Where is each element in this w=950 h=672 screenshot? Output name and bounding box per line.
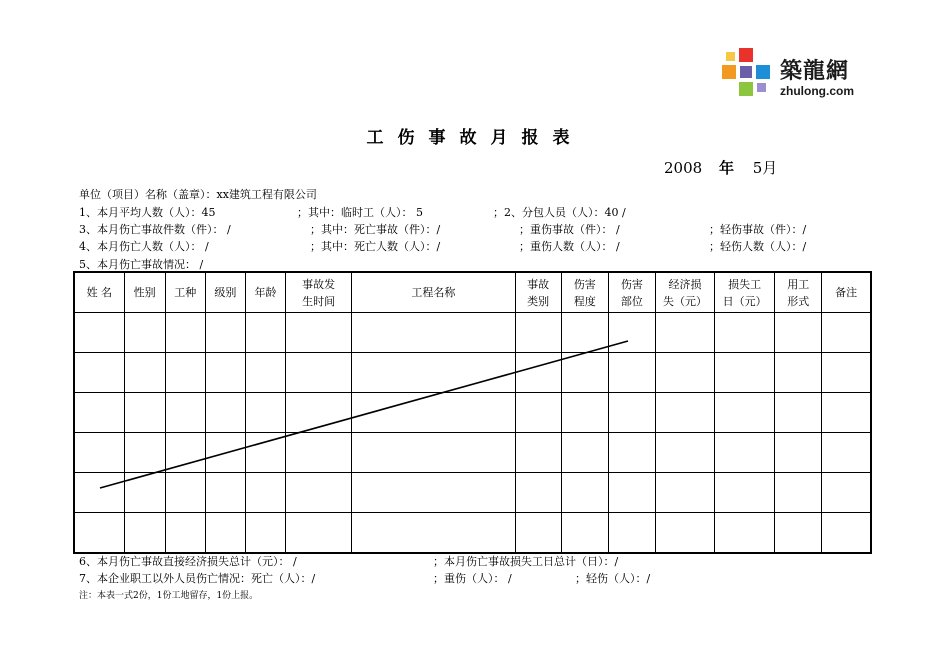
minor-injuries: ；轻伤人数（人）：/ — [709, 240, 807, 253]
table-cell — [165, 393, 205, 433]
table-cell — [561, 313, 608, 353]
column-header: 年龄 — [245, 272, 285, 313]
column-header: 伤害 部位 — [608, 272, 655, 313]
table-row — [74, 353, 871, 393]
table-cell — [124, 313, 165, 353]
table-row — [74, 313, 871, 353]
table-cell — [352, 513, 515, 554]
table-cell — [245, 393, 285, 433]
table-cell — [822, 353, 871, 393]
table-cell — [655, 393, 714, 433]
table-cell — [775, 513, 822, 554]
table-cell — [74, 433, 124, 473]
column-header: 事故发 生时间 — [286, 272, 352, 313]
logo-mark-icon — [720, 46, 774, 100]
table-cell — [822, 313, 871, 353]
logo-brand-en: zhulong.com — [780, 84, 854, 98]
column-header: 工程名称 — [352, 272, 515, 313]
table-cell — [715, 473, 775, 513]
external-serious-injuries: ；重伤（人）： / — [433, 572, 512, 585]
table-cell — [245, 353, 285, 393]
table-cell — [715, 393, 775, 433]
table-cell — [775, 353, 822, 393]
table-cell — [205, 393, 245, 433]
column-header: 备注 — [822, 272, 871, 313]
lost-workdays-total: ；本月伤亡事故损失工日总计（日）：/ — [433, 555, 619, 568]
accident-count: 3、本月伤亡事故件数（件）： / — [79, 223, 231, 236]
table-cell — [561, 513, 608, 554]
accident-count-line — [79, 221, 879, 235]
direct-economic-loss: 6、本月伤亡事故直接经济损失总计（元）： / — [79, 555, 297, 568]
temporary-workers: ；其中：临时工（人）： 5 — [297, 206, 423, 219]
table-cell — [608, 313, 655, 353]
column-header: 性别 — [124, 272, 165, 313]
table-cell — [165, 313, 205, 353]
external-deaths: 7、本企业职工以外人员伤亡情况：死亡（人）：/ — [79, 572, 316, 585]
table-cell — [205, 313, 245, 353]
economic-loss-line — [79, 553, 879, 567]
table-cell — [352, 353, 515, 393]
table-cell — [74, 353, 124, 393]
unit-name-line: 单位（项目）名称（盖章）：xx建筑工程有限公司 — [79, 188, 317, 201]
average-headcount: 1、本月平均人数（人）：45 — [79, 206, 216, 219]
table-cell — [286, 313, 352, 353]
table-cell — [655, 433, 714, 473]
serious-injuries: ；重伤人数（人）： / — [519, 240, 620, 253]
external-minor-injuries: ；轻伤（人）：/ — [575, 572, 651, 585]
table-cell — [608, 393, 655, 433]
table-cell — [655, 513, 714, 554]
accident-situation-line: 5、本月伤亡事故情况： / — [79, 258, 204, 271]
table-cell — [561, 393, 608, 433]
table-row — [74, 393, 871, 433]
accident-report-table — [73, 271, 872, 554]
table-cell — [822, 513, 871, 554]
table-cell — [74, 313, 124, 353]
logo-brand-cn: 築龍網 — [780, 58, 850, 84]
table-cell — [822, 473, 871, 513]
table-cell — [655, 473, 714, 513]
table-cell — [205, 353, 245, 393]
table-cell — [124, 513, 165, 554]
column-header: 工种 — [165, 272, 205, 313]
table-cell — [245, 433, 285, 473]
column-header: 用工 形式 — [775, 272, 822, 313]
table-cell — [286, 353, 352, 393]
table-cell — [775, 433, 822, 473]
table-cell — [715, 313, 775, 353]
table-cell — [352, 313, 515, 353]
table-cell — [715, 433, 775, 473]
table-cell — [286, 433, 352, 473]
footnote: 注：本表一式2份，1份工地留存，1份上报。 — [79, 591, 259, 601]
table-row — [74, 433, 871, 473]
minor-accidents: ；轻伤事故（件）：/ — [709, 223, 807, 236]
table-row — [74, 473, 871, 513]
table-cell — [74, 473, 124, 513]
column-header: 事故 类别 — [515, 272, 561, 313]
casualty-count: 4、本月伤亡人数（人）： / — [79, 240, 209, 253]
average-headcount-line — [79, 204, 879, 218]
table-cell — [124, 473, 165, 513]
column-header: 经济损 失（元） — [655, 272, 714, 313]
table-cell — [205, 473, 245, 513]
table-cell — [352, 433, 515, 473]
casualty-count-line — [79, 238, 879, 252]
serious-accidents: ；重伤事故（件）： / — [519, 223, 620, 236]
table-cell — [655, 353, 714, 393]
table-cell — [165, 433, 205, 473]
subcontract-staff: ；2、分包人员（人）：40 / — [493, 206, 626, 219]
column-header: 姓 名 — [74, 272, 124, 313]
fatal-accidents: ；其中：死亡事故（件）：/ — [310, 223, 441, 236]
report-year: 2008 — [664, 159, 703, 177]
column-header: 伤害 程度 — [561, 272, 608, 313]
table-cell — [245, 313, 285, 353]
table-cell — [561, 353, 608, 393]
table-cell — [775, 313, 822, 353]
table-cell — [561, 433, 608, 473]
table-cell — [124, 433, 165, 473]
table-cell — [165, 353, 205, 393]
report-date — [664, 157, 781, 178]
table-cell — [822, 393, 871, 433]
table-cell — [74, 513, 124, 554]
table-cell — [205, 513, 245, 554]
external-casualty-line — [79, 570, 879, 584]
table-header-row — [74, 272, 871, 313]
table-cell — [352, 393, 515, 433]
table-cell — [74, 393, 124, 433]
zhulong-logo — [720, 46, 880, 106]
table-cell — [124, 353, 165, 393]
table-cell — [515, 313, 561, 353]
table-cell — [515, 353, 561, 393]
table-cell — [822, 433, 871, 473]
table-cell — [608, 433, 655, 473]
year-unit: 年 — [718, 159, 734, 177]
table-cell — [515, 513, 561, 554]
table-cell — [205, 433, 245, 473]
table-cell — [655, 313, 714, 353]
table-cell — [286, 393, 352, 433]
table-cell — [608, 353, 655, 393]
table-cell — [352, 473, 515, 513]
column-header: 损失工 日（元） — [715, 272, 775, 313]
table-cell — [515, 393, 561, 433]
column-header: 级别 — [205, 272, 245, 313]
table-cell — [775, 393, 822, 433]
table-cell — [561, 473, 608, 513]
table-cell — [245, 513, 285, 554]
table-cell — [286, 473, 352, 513]
table-cell — [165, 473, 205, 513]
table-cell — [608, 513, 655, 554]
table-cell — [165, 513, 205, 554]
page-title: 工伤事故月报表 — [366, 128, 584, 148]
report-month: 5月 — [752, 159, 778, 177]
deaths: ；其中：死亡人数（人）：/ — [310, 240, 441, 253]
table-cell — [515, 473, 561, 513]
table-row — [74, 513, 871, 554]
table-cell — [608, 473, 655, 513]
table-cell — [124, 393, 165, 433]
table-cell — [715, 353, 775, 393]
table-cell — [286, 513, 352, 554]
table-cell — [245, 473, 285, 513]
table-cell — [515, 433, 561, 473]
table-cell — [775, 473, 822, 513]
table-cell — [715, 513, 775, 554]
